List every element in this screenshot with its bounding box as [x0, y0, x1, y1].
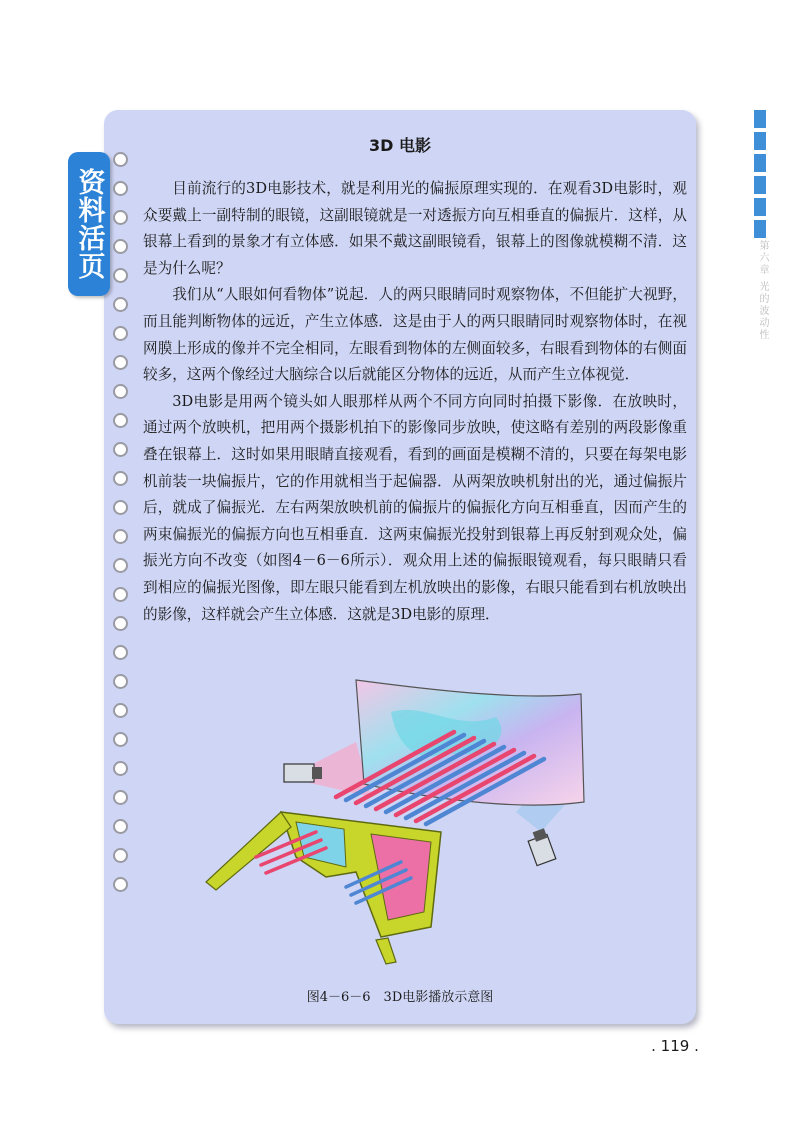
- side-label: 资料活页: [68, 152, 110, 296]
- article-body: [143, 176, 687, 628]
- paragraph: 目前流行的3D电影技术，就是利用光的偏振原理实现的．在观看3D电影时，观众要戴上一副特制的眼镜，这副眼镜就是一对透振方向互相垂直的偏振片．这样，从银幕上看到的景象才有立体感．如果不戴这副眼镜看，银幕上的图像就模糊不清．这是为什么呢？: [143, 180, 687, 277]
- edge-tab-markers: [754, 110, 766, 242]
- 3d-movie-diagram: [196, 672, 596, 972]
- edge-chapter-text: 第六章 光的波动性: [757, 240, 768, 342]
- binder-holes: [113, 152, 128, 906]
- article-title: 3D 电影: [369, 136, 431, 155]
- figure-caption: 图4－6－6 3D电影播放示意图: [306, 990, 494, 1005]
- projector-right-icon: [528, 828, 556, 865]
- paragraph: 我们从“人眼如何看物体”说起．人的两只眼睛同时观察物体，不但能扩大视野，而且能判断物体的远近，产生立体感．这是由于人的两只眼睛同时观察物体时，在视网膜上形成的像并不完全相同，左眼看到物体的左侧面较多，右眼看到物体的右侧面较多，这两个像经过大脑综合以后就能区分物体的远近，从而产生立体视觉．: [143, 286, 687, 384]
- paragraph: 3D电影是用两个镜头如人眼那样从两个不同方向同时拍摄下影像．在放映时，通过两个放映机，把用两个摄影机拍下的影像同步放映，使这略有差别的两段影像重叠在银幕上．这时如果用眼睛直接观看，看到的画面是模糊不清的，只要在每架电影机前装一块偏振片，它的作用就相当于起偏器．从两架放映机射出的光，通过偏振片后，就成了偏振光．左右两架放映机前的偏振片的偏振化方向互相垂直，因而产生的两束偏振光的偏振方向也互相垂直．这两束偏振光投射到银幕上再反射到观众处，偏振光方向不改变（如图4－6－6所示）．观众用上述的偏振眼镜观看，每只眼睛只看到相应的偏振光图像，即左眼只能看到左机放映出的影像，右眼只能看到右机放映出的影像，这样就会产生立体感．这就是3D电影的原理．: [143, 392, 687, 623]
- page-number: . 119 .: [651, 1037, 699, 1055]
- 3d-glasses-image: [206, 812, 441, 964]
